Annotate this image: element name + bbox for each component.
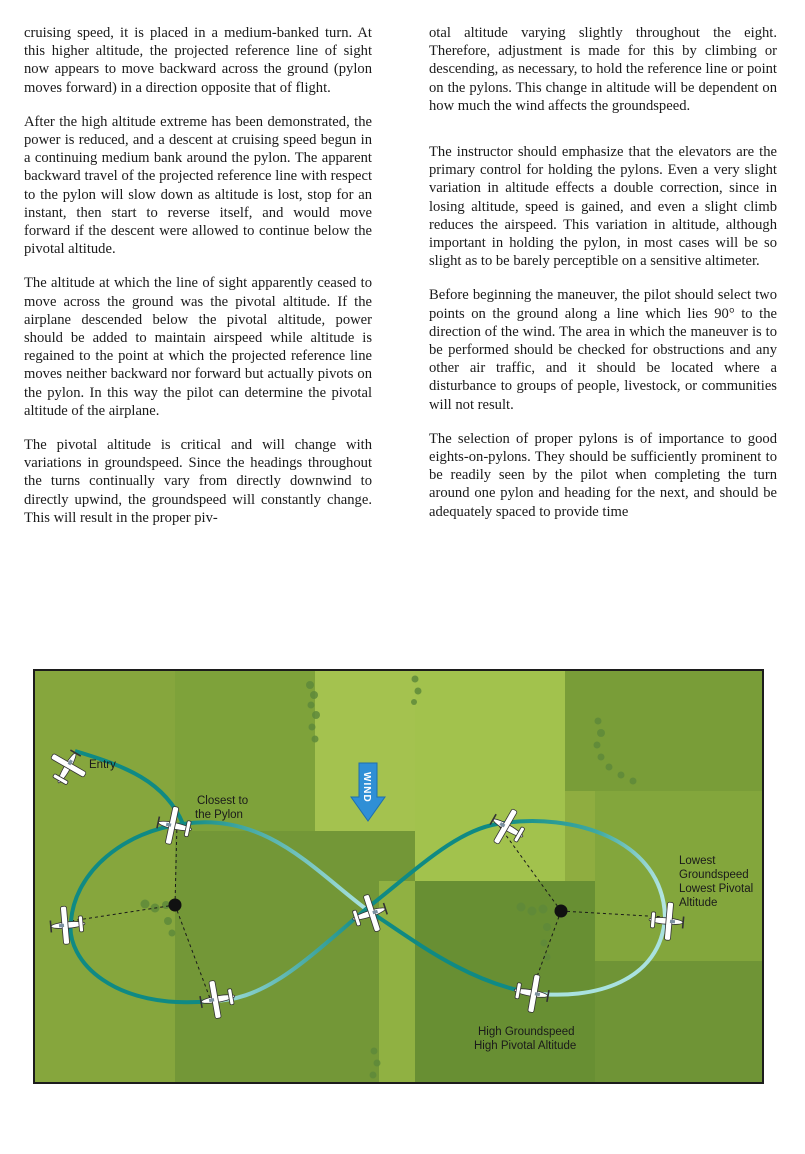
lowest-label-line1: Lowest bbox=[679, 855, 716, 867]
paragraph: The altitude at which the line of sight apparently ceased to move across the ground was the pivotal altitude. If the airplane descended below the pivotal altitude, power should be added to maintain airspeed while altitude is regained to the point at which the projected reference line moves neither backward nor forward but actually pivots on the pylon. In this way the pilot can determine the pivotal altitude of the airplane. bbox=[24, 275, 372, 419]
right-text-column bbox=[429, 24, 777, 537]
figure-illustration bbox=[35, 671, 762, 1082]
wind-label: WIND bbox=[361, 772, 372, 803]
left-text-column bbox=[24, 24, 372, 543]
field-patch bbox=[379, 881, 415, 1082]
paragraph: The selection of proper pylons is of importance to good eights-on-pylons. They should be sufficiently prominent to be readily seen by the pilot when completing the turn around one pylon and heading for the next, and should be adequately spaced to provide time bbox=[429, 430, 777, 520]
field-patch bbox=[595, 961, 762, 1082]
field-patch bbox=[415, 671, 565, 881]
pylon-icon bbox=[169, 899, 182, 912]
closest-label-line2: the Pylon bbox=[195, 809, 243, 821]
field-patch bbox=[565, 671, 762, 791]
closest-label-line1: Closest to bbox=[197, 795, 249, 807]
high-label-line1: High Groundspeed bbox=[478, 1026, 575, 1038]
paragraph: cruising speed, it is placed in a medium-banked turn. At this higher altitude, the projected reference line of sight now appears to move backward across the ground (pylon moves forward) in a direction opposite that of flight. bbox=[24, 25, 372, 96]
eights-on-pylons-figure bbox=[33, 669, 764, 1084]
pylon-icon bbox=[555, 905, 568, 918]
entry-label: Entry bbox=[89, 759, 116, 771]
lowest-label-line2: Groundspeed bbox=[679, 869, 749, 881]
paragraph: After the high altitude extreme has been demonstrated, the power is reduced, and a descent at cruising speed begun in a continuing medium bank around the pylon. The apparent backward travel of the projected reference line with respect to the pylon will slow down as altitude is lost, stop for an instant, then start to reverse itself, and would move forward if the descent were allowed to continue below the pivotal altitude. bbox=[24, 113, 372, 258]
paragraph: Before beginning the maneuver, the pilot should select two points on the ground along a line which lies 90° to the direction of the wind. The area in which the maneuver is to be performed should be checked for obstructions and any other air traffic, and it should be located where a disturbance to groups of people, livestock, or communities will not result. bbox=[429, 287, 777, 413]
lowest-label-line4: Altitude bbox=[679, 897, 718, 909]
field-patch bbox=[35, 671, 175, 1082]
paragraph: The pivotal altitude is critical and will change with variations in groundspeed. Since the headings throughout the turns continually vary from directly downwind to directly upwind, the groundspeed will constantly change. This will result in the proper piv- bbox=[24, 437, 372, 526]
lowest-label-line3: Lowest Pivotal bbox=[679, 883, 754, 895]
high-label-line2: High Pivotal Altitude bbox=[474, 1040, 577, 1052]
paragraph: otal altitude varying slightly throughout the eight. Therefore, adjustment is made for this by climbing or descending, as necessary, to hold the reference line or point on the pylons. This change in altitude will be dependent on how much the wind affects the groundspeed. bbox=[429, 25, 777, 114]
paragraph: The instructor should emphasize that the elevators are the primary control for holding the pylons. Even a very slight variation in altitude effects a double correction, since in losing altitude, speed is gained, and even a slight climb reduces the airspeed. This variation in altitude, although important in holding the pylon, in most cases will be so slight as to be barely perceptible on a sensitive altimeter. bbox=[429, 144, 777, 270]
